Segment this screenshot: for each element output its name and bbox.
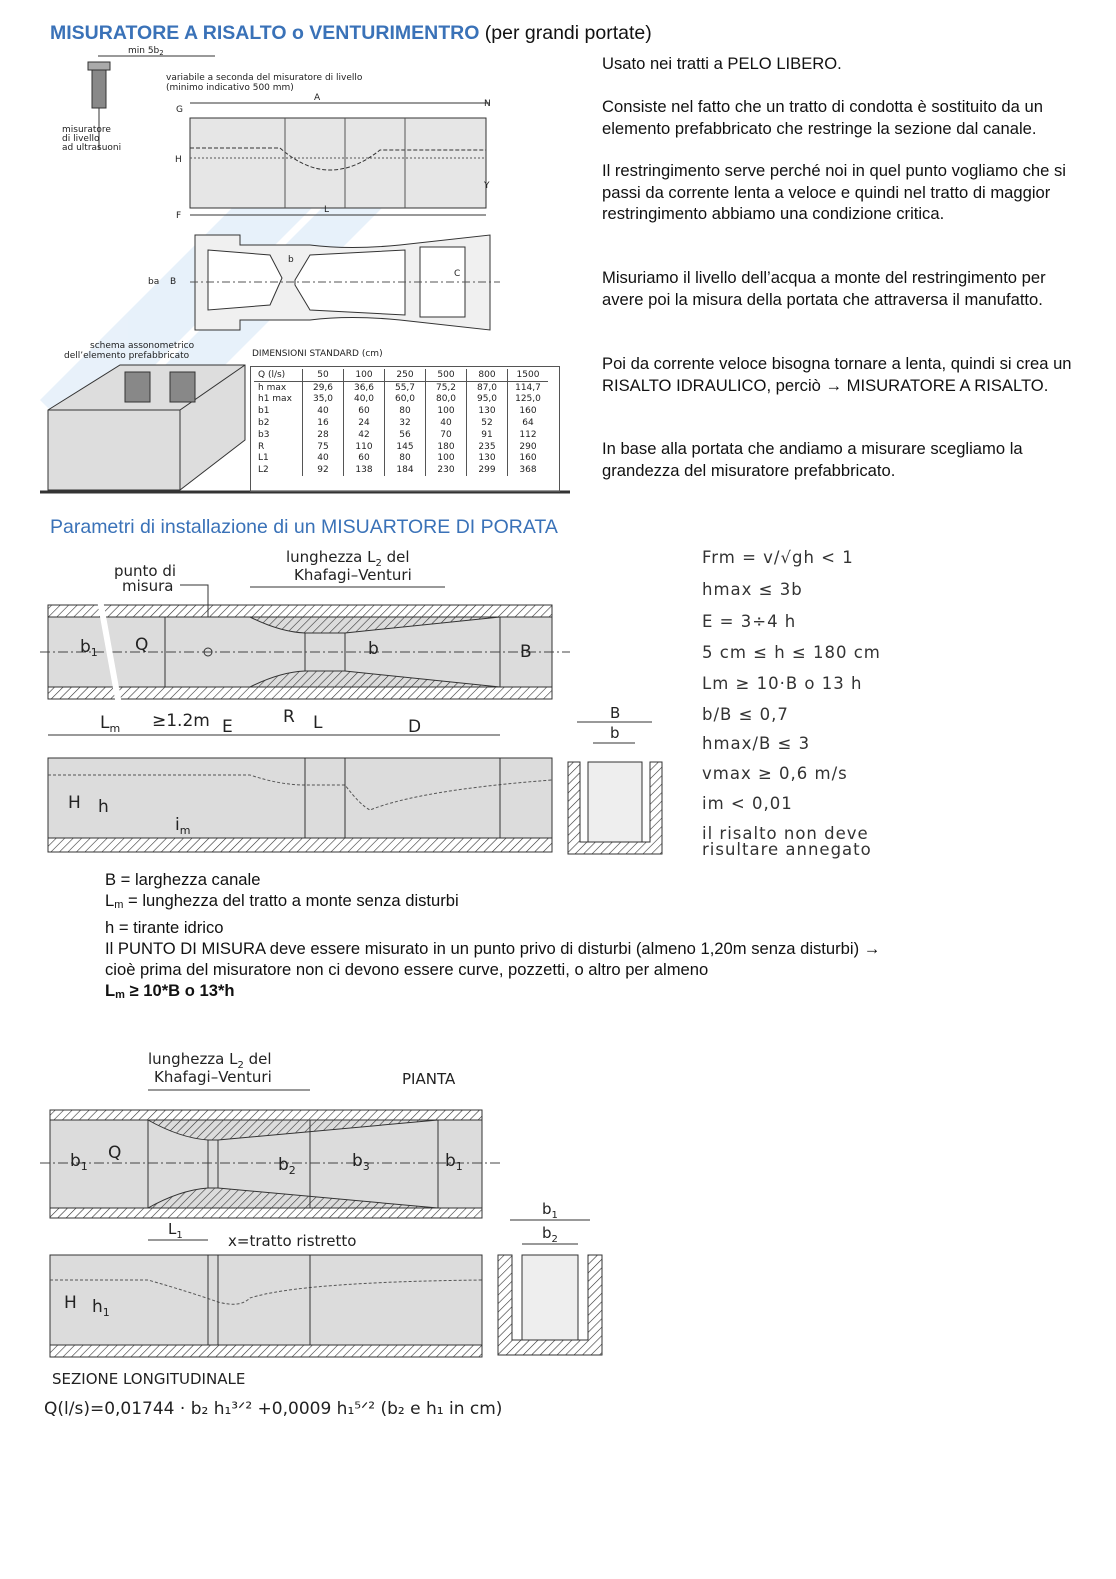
svg-text:b: b [368,639,379,659]
svg-text:h: h [98,797,109,817]
table-row: L2 92 138 184 230 299 368 [254,464,548,476]
svg-text:A: A [314,93,321,103]
svg-text:H: H [64,1293,77,1313]
svg-text:x=tratto ristretto: x=tratto ristretto [228,1232,357,1250]
svg-text:≥1.2m: ≥1.2m [152,711,210,731]
svg-text:SEZIONE LONGITUDINALE: SEZIONE LONGITUDINALE [52,1370,246,1388]
b2-label: $b_2$ [278,1155,296,1177]
dimension-table [254,369,548,476]
svg-text:Q: Q [108,1143,122,1163]
svg-text:PIANTA: PIANTA [402,1070,456,1088]
cs-b2-label: $b_2$ [542,1224,558,1245]
table-row: h max 29,6 36,6 55,7 75,2 87,0 114,7 [254,381,548,393]
svg-text:F: F [176,211,182,221]
svg-text:punto di: punto di [114,562,177,580]
intro-p1: Usato nei tratti a PELO LIBERO. [602,54,842,73]
khafagi-length-label: lunghezza $L_2$ del [286,548,410,569]
svg-text:R: R [283,707,295,727]
lm-label: $L_m$ [100,713,121,735]
l1-label: $L_1$ [168,1220,183,1241]
b1-label: $b_1$ [80,637,98,659]
svg-text:Khafagi–Venturi: Khafagi–Venturi [294,566,412,584]
formula-im: im < 0,01 [702,794,793,813]
formula-risalto-1: il risalto non deve [702,824,869,843]
svg-text:L: L [313,713,323,733]
intro-p5: Poi da corrente veloce bisogna tornare a lenta, quindi si crea un RISALTO IDRAULICO, perciò → MISURATORE A RISALTO. [602,354,1072,395]
intro-p4: Misuriamo il livello dell’acqua a monte del restringimento per avere poi la misura della portata che attraversa il manufatto. [602,268,1046,309]
formula-E: E = 3÷4 h [702,612,797,631]
svg-text:dell’elemento prefabbricato: dell’elemento prefabbricato [64,351,190,361]
section-channel [50,1255,482,1345]
formula-h-range: 5 cm ≤ h ≤ 180 cm [702,643,881,662]
svg-text:B: B [610,704,621,722]
svg-text:di livello: di livello [62,134,100,144]
khafagi-venturi-figure [40,1040,660,1430]
b1-label-2: $b_1$ [70,1151,88,1173]
table-row: L1 40 60 80 100 130 160 [254,453,548,465]
page-title: MISURATORE A RISALTO o VENTURIMENTRO (per grandi portate) [50,22,652,44]
cs-b1-label: $b_1$ [542,1200,558,1221]
b3-label: $b_3$ [352,1151,370,1173]
svg-text:H: H [68,793,81,813]
formula-vmax: vmax ≥ 0,6 m/s [702,764,848,783]
formula-froude: Frm = v/√gh < 1 [702,548,854,567]
svg-text:b: b [288,255,294,265]
svg-text:schema assonometrico: schema assonometrico [90,341,195,351]
flume-side-view [190,118,486,208]
table-row: b2 16 24 32 40 52 64 [254,417,548,429]
svg-text:variabile a seconda del misura: variabile a seconda del misuratore di livello [166,73,363,83]
svg-text:misuratore: misuratore [62,125,111,135]
svg-text:D: D [408,717,422,737]
table-row: b1 40 60 80 100 130 160 [254,405,548,417]
formula-risalto-2: risultare annegato [702,840,872,859]
section-title-installation: Parametri di installazione di un MISUARTORE DI PORATA [50,516,558,538]
intro-p6: In base alla portata che andiamo a misurare scegliamo la grandezza del misuratore prefabbricato. [602,439,1023,480]
svg-text:N: N [484,99,491,109]
b1-label-3: $b_1$ [445,1151,463,1173]
table-row: h1 max 35,0 40,0 60,0 80,0 95,0 125,0 [254,394,548,406]
svg-text:ad ultrasuoni: ad ultrasuoni [62,143,122,153]
channel-section [48,758,552,838]
table-row: R 75 110 145 180 235 290 [254,441,548,453]
svg-text:DIMENSIONI STANDARD (cm): DIMENSIONI STANDARD (cm) [252,349,383,359]
svg-text:L: L [324,205,330,215]
svg-text:E: E [222,717,233,737]
svg-text:Q: Q [135,635,149,655]
svg-text:b: b [610,724,620,742]
svg-text:ba: ba [148,277,160,287]
khafagi-length-label-2: lunghezza $L_2$ del [148,1050,272,1071]
formula-hmax-over-B: hmax/B ≤ 3 [702,734,811,753]
svg-text:B: B [170,277,177,287]
svg-text:B: B [520,642,532,662]
formula-b-over-B: b/B ≤ 0,7 [702,705,789,724]
definitions: B = larghezza canale Lm = lunghezza del tratto a monte senza disturbi h = tirante idrico Il PUNTO DI MISURA deve essere misurato in un punto privo di disturbi (almeno 1,20m senza disturbi) → cioè prima del misuratore non ci devono essere curve, pozzetti, o altro per almeno Lm ≥ 10*B o 13*h [105,870,881,1002]
ultrasonic-sensor-icon [92,68,106,108]
svg-text:H: H [175,155,182,165]
table-header-row: Q (l/s) 50 100 250 500 800 1500 [254,369,548,381]
formula-hmax: hmax ≤ 3b [702,580,803,599]
installation-figure [40,540,680,865]
svg-text:G: G [176,105,183,115]
im-label: $i_m$ [175,815,191,837]
svg-text:Y: Y [484,181,490,191]
formula-lm: Lm ≥ 10·B o 13 h [702,674,863,693]
intro-p3: Il restringimento serve perché noi in quel punto vogliamo che si passi da corrente lenta a veloce e quindi nel tratto di maggior restringimento abbiamo una condizione critica. [602,161,1066,223]
discharge-formula: Q(l/s)=0,01744 · b₂ h₁³ᐟ² +0,0009 h₁⁵ᐟ² (b₂ e h₁ in cm) [44,1399,503,1419]
svg-text:misura: misura [122,577,174,595]
h1-label: $h_1$ [92,1297,110,1319]
svg-text:(minimo indicativo 500 mm): (minimo indicativo 500 mm) [166,83,294,93]
min-label: $\min 5b_2$ [128,46,164,57]
svg-text:Khafagi–Venturi: Khafagi–Venturi [154,1068,272,1086]
table-row: b3 28 42 56 70 91 112 [254,429,548,441]
intro-p2: Consiste nel fatto che un tratto di condotta è sostituito da un elemento prefabbricato che restringe la sezione dal canale. [602,97,1043,138]
svg-text:C: C [454,269,461,279]
